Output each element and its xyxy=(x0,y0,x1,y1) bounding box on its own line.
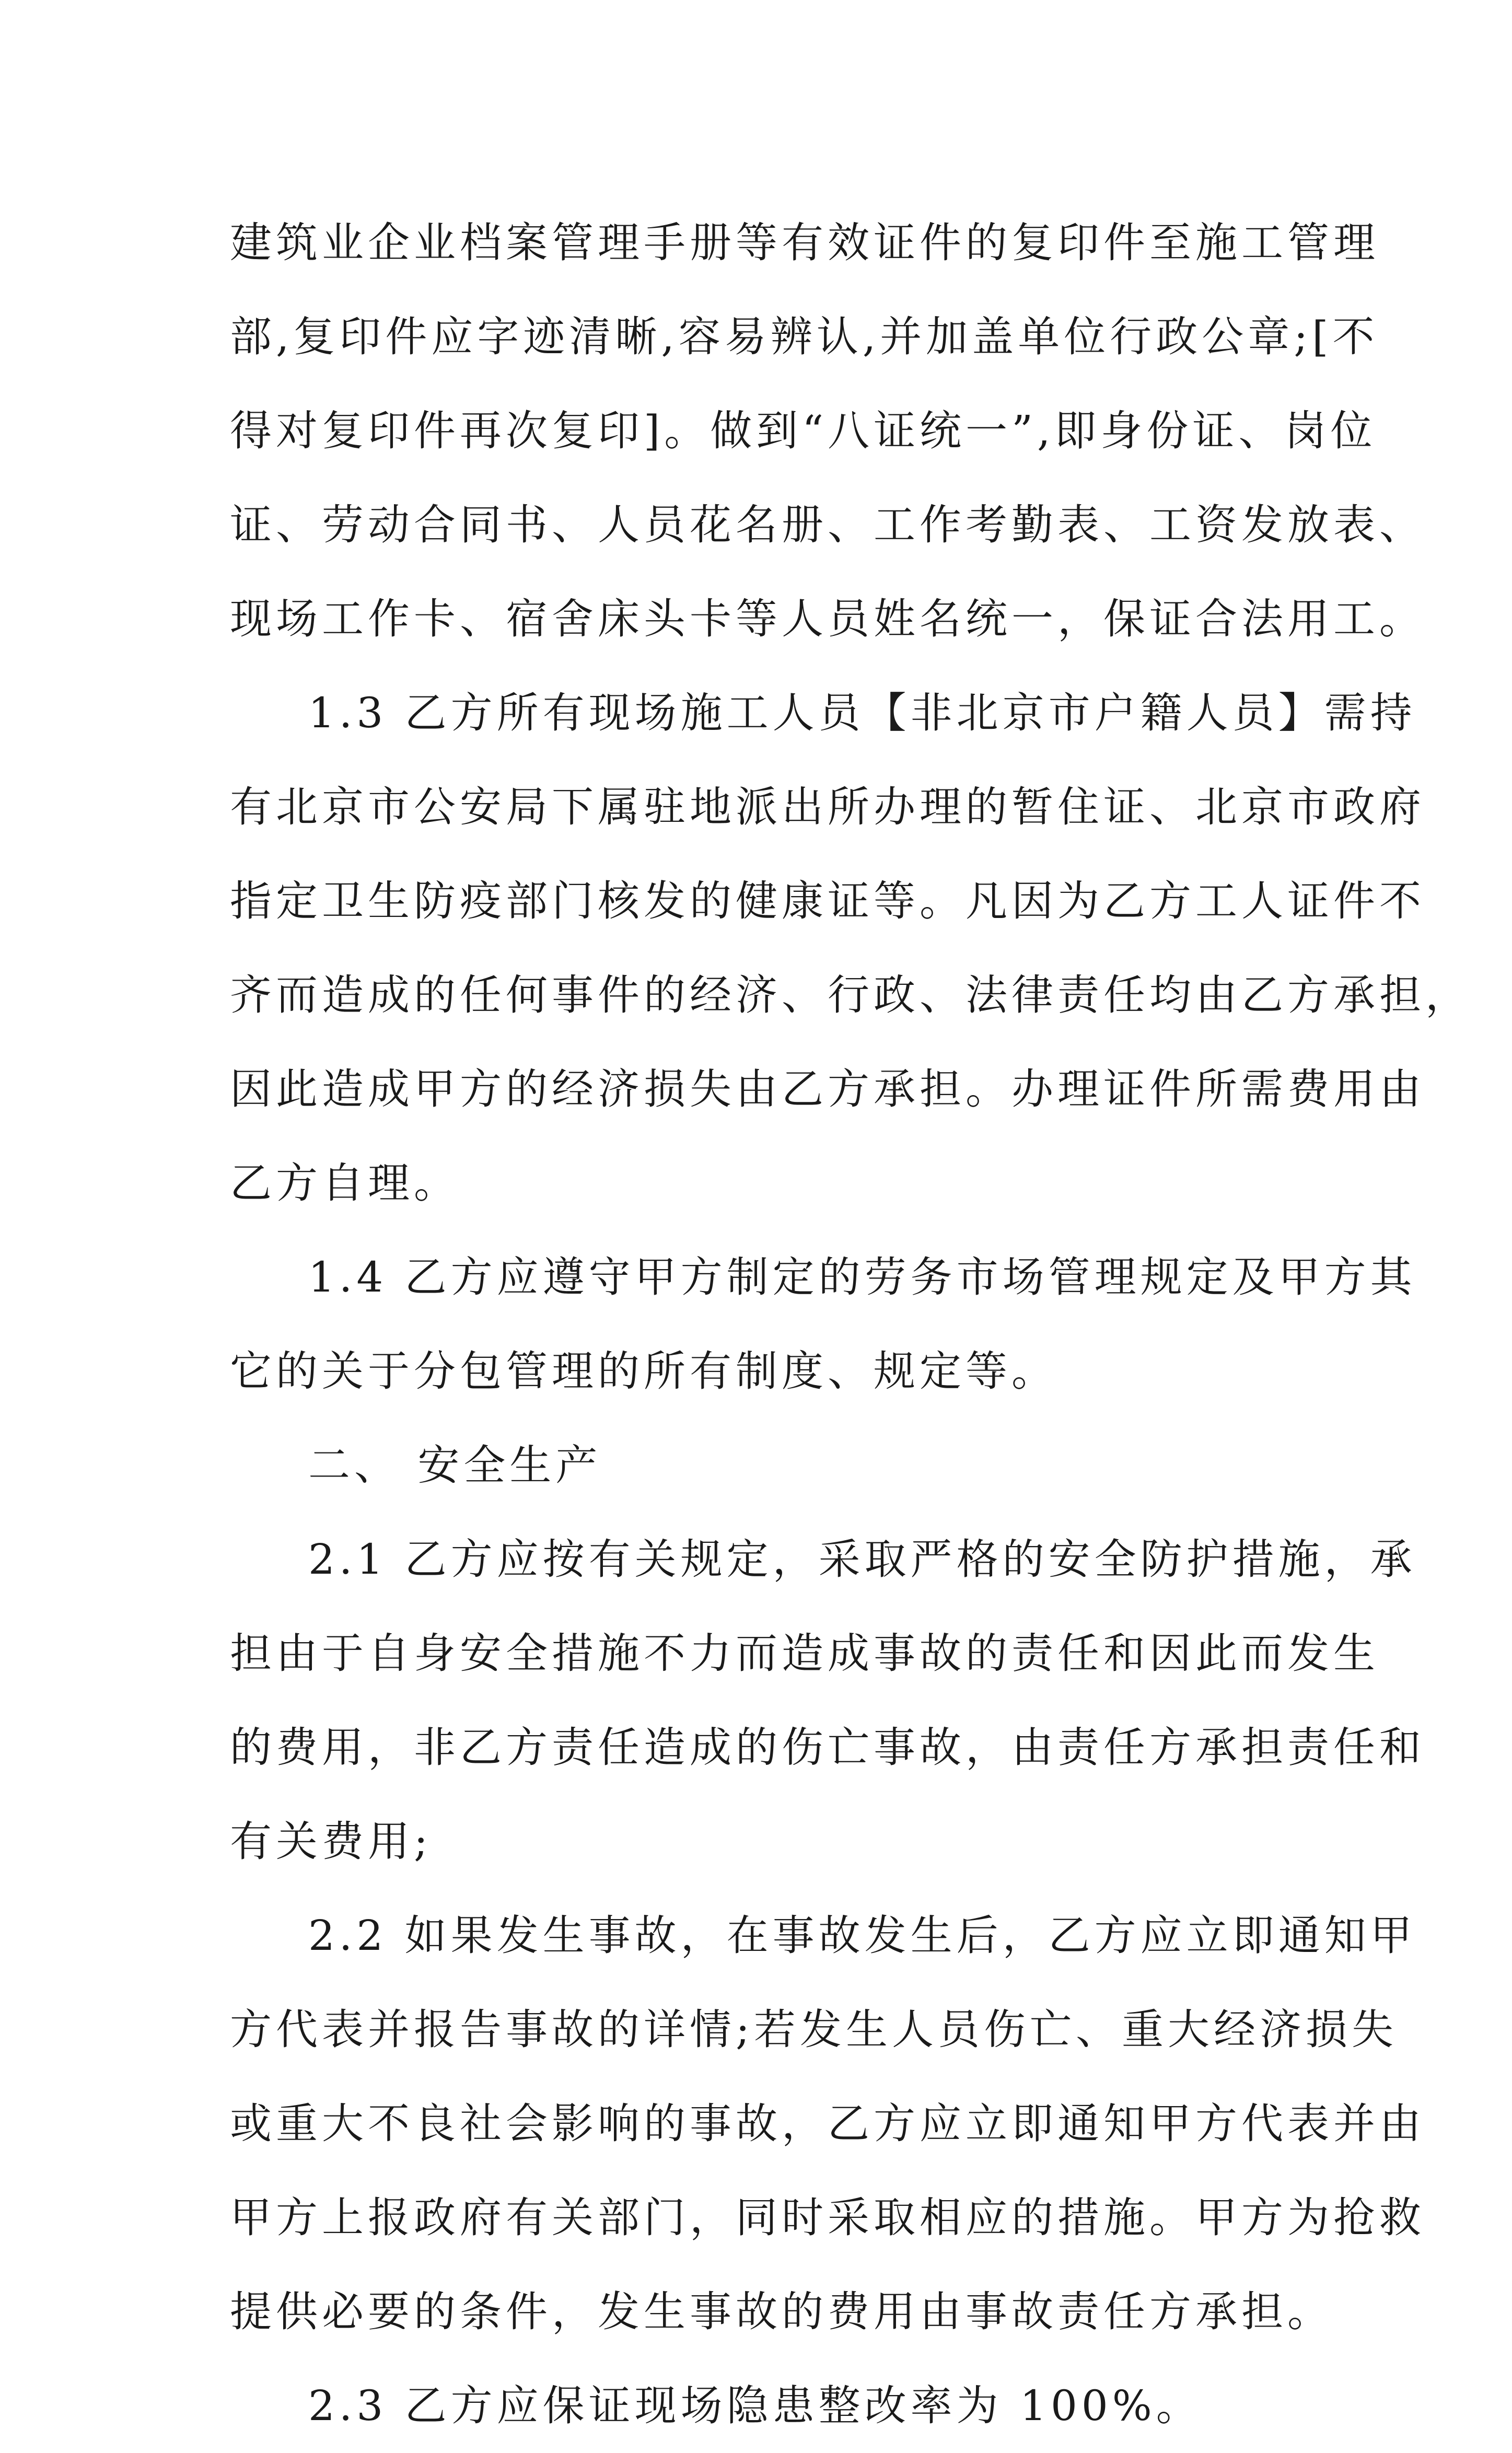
text-line: 建筑业企业档案管理手册等有效证件的复印件至施工管理 xyxy=(230,218,1379,267)
text-line: 它的关于分包管理的所有制度、规定等。 xyxy=(230,1347,1057,1396)
text-line: 的费用，非乙方责任造成的伤亡事故，由责任方承担责任和 xyxy=(230,1723,1425,1772)
text-line: 齐而造成的任何事件的经济、行政、法律责任均由乙方承担， xyxy=(230,971,1471,1019)
text-line: 担由于自身安全措施不力而造成事故的责任和因此而发生 xyxy=(230,1629,1379,1678)
text-line: 或重大不良社会影响的事故，乙方应立即通知甲方代表并由 xyxy=(230,2099,1425,2148)
text-line: 有关费用; xyxy=(230,1817,432,1866)
paragraph-start-1-4: 1.4 乙方应遵守甲方制定的劳务市场管理规定及甲方其 xyxy=(308,1253,1416,1301)
document-body xyxy=(230,196,1471,2453)
text-line: 方代表并报告事故的详情;若发生人员伤亡、重大经济损失 xyxy=(230,2005,1398,2054)
text-line: 乙方自理。 xyxy=(230,1159,460,1207)
text-line: 因此造成甲方的经济损失由乙方承担。办理证件所需费用由 xyxy=(230,1065,1425,1113)
text-line: 甲方上报政府有关部门，同时采取相应的措施。甲方为抢救 xyxy=(230,2193,1425,2242)
paragraph-start-2-1: 2.1 乙方应按有关规定，采取严格的安全防护措施，承 xyxy=(308,1535,1416,1584)
text-line: 指定卫生防疫部门核发的健康证等。凡因为乙方工人证件不 xyxy=(230,877,1425,925)
section-heading-safety: 二、 安全生产 xyxy=(308,1441,602,1490)
paragraph-start-2-3: 2.3 乙方应保证现场隐患整改率为 100%。 xyxy=(308,2381,1202,2430)
text-line: 现场工作卡、宿舍床头卡等人员姓名统一，保证合法用工。 xyxy=(230,595,1425,643)
text-line: 部,复印件应字迹清晰,容易辨认,并加盖单位行政公章;[不 xyxy=(230,312,1379,361)
paragraph-start-2-2: 2.2 如果发生事故，在事故发生后，乙方应立即通知甲 xyxy=(308,1911,1416,1960)
text-line: 提供必要的条件，发生事故的费用由事故责任方承担。 xyxy=(230,2287,1333,2336)
paragraph-start-1-3: 1.3 乙方所有现场施工人员【非北京市户籍人员】需持 xyxy=(308,689,1416,737)
text-line: 证、劳动合同书、人员花名册、工作考勤表、工资发放表、 xyxy=(230,501,1425,549)
text-line: 有北京市公安局下属驻地派出所办理的暂住证、北京市政府 xyxy=(230,783,1425,831)
text-line: 得对复印件再次复印]。做到“八证统一”,即身份证、岗位 xyxy=(230,406,1377,455)
